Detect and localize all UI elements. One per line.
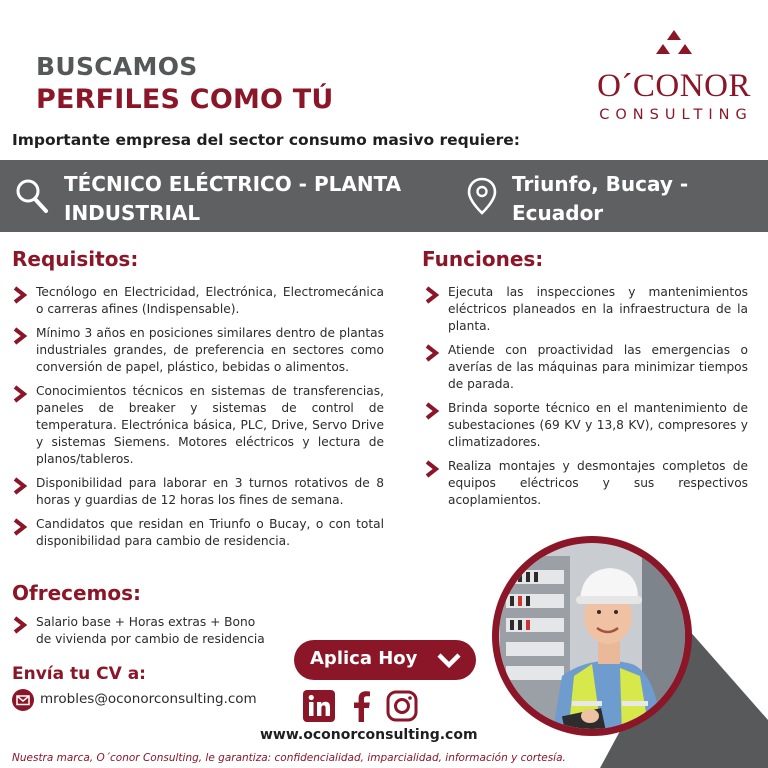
list-item-text: Conocimientos técnicos en sistemas de transferencias, paneles de breaker y sistemas de control de temperatura. Electrónica básica, PLC, Drive, Servo Drive y sistemas Siemens. Motores eléctricos y lectura de planos/tableros.	[36, 384, 384, 466]
list-item-text: Brinda soporte técnico en el mantenimiento de subestaciones (69 KV y 13,8 KV), compresores y climatizadores.	[448, 401, 748, 449]
chevron-right-icon	[12, 517, 28, 537]
list-item	[424, 284, 748, 335]
list-item-text: Tecnólogo en Electricidad, Electrónica, Electromecánica o carreras afines (Indispensable).	[36, 285, 384, 316]
job-title: TÉCNICO ELÉCTRICO - PLANTA INDUSTRIAL	[64, 172, 402, 225]
logo-name: O´CONOR	[597, 68, 751, 104]
logo-triangles-icon	[643, 28, 705, 68]
linkedin-icon[interactable]	[303, 690, 335, 722]
list-item-text: Mínimo 3 años en posiciones similares dentro de plantas industriales grandes, de preferencia en sectores como conversión de papel, plástico, bebidas o alimentos.	[36, 326, 384, 374]
chevron-right-icon	[12, 384, 28, 404]
headline-line2: PERFILES COMO TÚ	[36, 84, 334, 115]
technician-photo	[492, 536, 692, 736]
location-pin-icon	[466, 176, 498, 216]
chevron-right-icon	[424, 343, 440, 363]
list-item	[424, 342, 748, 393]
list-item	[12, 614, 274, 648]
apply-button-label: Aplica Hoy	[310, 648, 418, 669]
list-item	[12, 325, 384, 376]
search-icon	[14, 176, 50, 216]
list-item-text: Atiende con proactividad las emergencias o averías de las máquinas para minimizar tiempos de parada.	[448, 343, 748, 391]
website-link[interactable]: www.oconorconsulting.com	[260, 727, 478, 743]
email-link[interactable]: mrobles@oconorconsulting.com	[40, 691, 257, 707]
list-item	[12, 284, 384, 318]
job-location: Triunfo, Bucay - Ecuador	[512, 172, 689, 225]
list-item	[424, 458, 748, 509]
funciones-list	[424, 284, 748, 516]
chevron-right-icon	[12, 326, 28, 346]
chevron-down-icon	[436, 650, 462, 670]
company-logo	[585, 28, 763, 128]
list-item	[424, 400, 748, 451]
chevron-right-icon	[424, 285, 440, 305]
list-item	[12, 516, 384, 550]
list-item-text: Candidatos que residan en Triunfo o Bucay, o con total disponibilidad para cambio de residencia.	[36, 517, 384, 548]
chevron-right-icon	[12, 615, 28, 635]
apply-button[interactable]	[294, 640, 476, 680]
list-item	[12, 475, 384, 509]
requisitos-title: Requisitos:	[12, 247, 139, 271]
intro-text: Importante empresa del sector consumo masivo requiere:	[12, 131, 520, 149]
chevron-right-icon	[424, 401, 440, 421]
ofrecemos-title: Ofrecemos:	[12, 581, 142, 605]
list-item-text: Ejecuta las inspecciones y mantenimientos eléctricos planeados en la infraestructura de la planta.	[448, 285, 748, 333]
mail-icon	[12, 689, 34, 711]
funciones-title: Funciones:	[422, 247, 544, 271]
list-item-text: Salario base + Horas extras + Bono de vivienda por cambio de residencia	[36, 615, 265, 646]
instagram-icon[interactable]	[386, 690, 418, 722]
logo-subtitle: CONSULTING	[599, 107, 753, 123]
list-item	[12, 383, 384, 468]
chevron-right-icon	[12, 476, 28, 496]
list-item-text: Realiza montajes y desmontajes completos de equipos eléctricos y sus respectivos acoplamientos.	[448, 459, 748, 507]
chevron-right-icon	[424, 459, 440, 479]
job-band	[0, 160, 768, 232]
ofrecemos-list	[12, 614, 274, 655]
facebook-icon[interactable]	[350, 690, 372, 722]
headline-line1: BUSCAMOS	[36, 52, 198, 81]
list-item-text: Disponibilidad para laborar en 3 turnos rotativos de 8 horas y guardias de 12 horas los fines de semana.	[36, 476, 384, 507]
contact-title: Envía tu CV a:	[12, 664, 146, 684]
footer-text: Nuestra marca, O´conor Consulting, le garantiza: confidencialidad, imparcialidad, información y cortesía.	[12, 752, 566, 764]
requisitos-list	[12, 284, 384, 557]
chevron-right-icon	[12, 285, 28, 305]
